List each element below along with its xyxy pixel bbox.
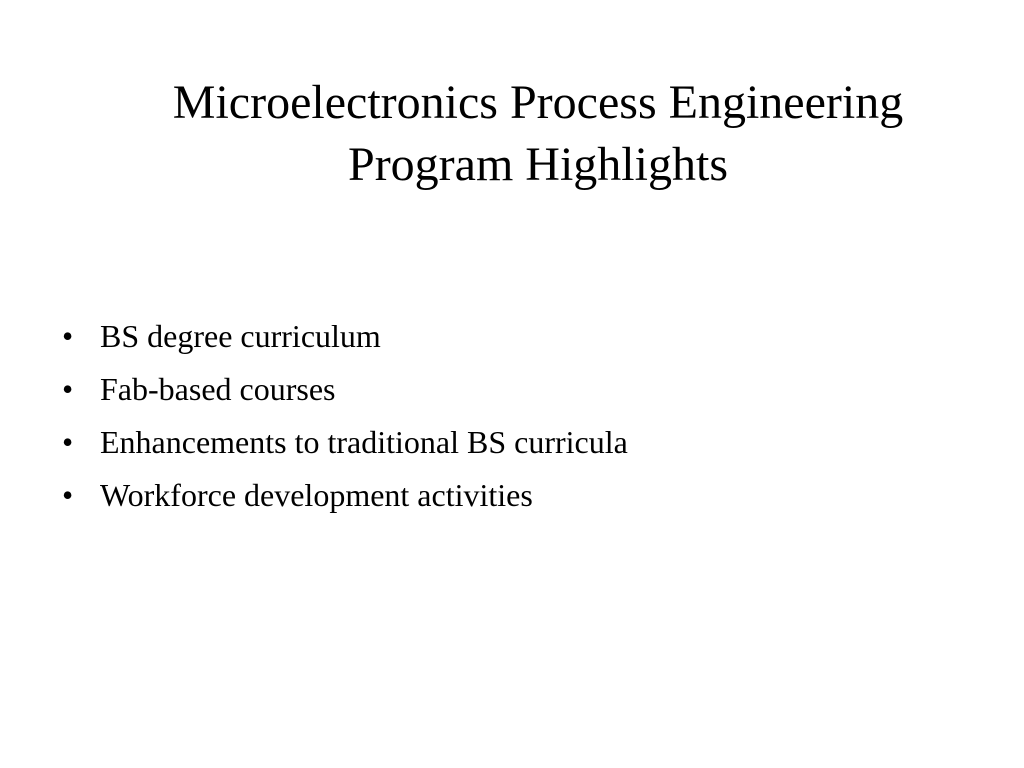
- slide-title: [76, 72, 1000, 196]
- bullet-marker: •: [62, 371, 74, 407]
- bullet-marker: •: [62, 477, 74, 513]
- slide-title-line-1: Microelectronics Process Engineering: [172, 76, 904, 129]
- bullet-text: Fab-based courses: [100, 371, 336, 407]
- bullet-text: Workforce development activities: [100, 477, 533, 513]
- bullet-text: Enhancements to traditional BS curricula: [100, 424, 628, 460]
- slide-title-line-2: Program Highlights: [348, 138, 728, 191]
- bullet-item-enhancements: [60, 416, 960, 469]
- bullet-item-workforce: [60, 469, 960, 522]
- bullet-marker: •: [62, 318, 74, 354]
- bullet-list: [60, 310, 960, 522]
- bullet-text: BS degree curriculum: [100, 318, 381, 354]
- bullet-item-bs-degree: [60, 310, 960, 363]
- bullet-marker: •: [62, 424, 74, 460]
- bullet-item-fab-courses: [60, 363, 960, 416]
